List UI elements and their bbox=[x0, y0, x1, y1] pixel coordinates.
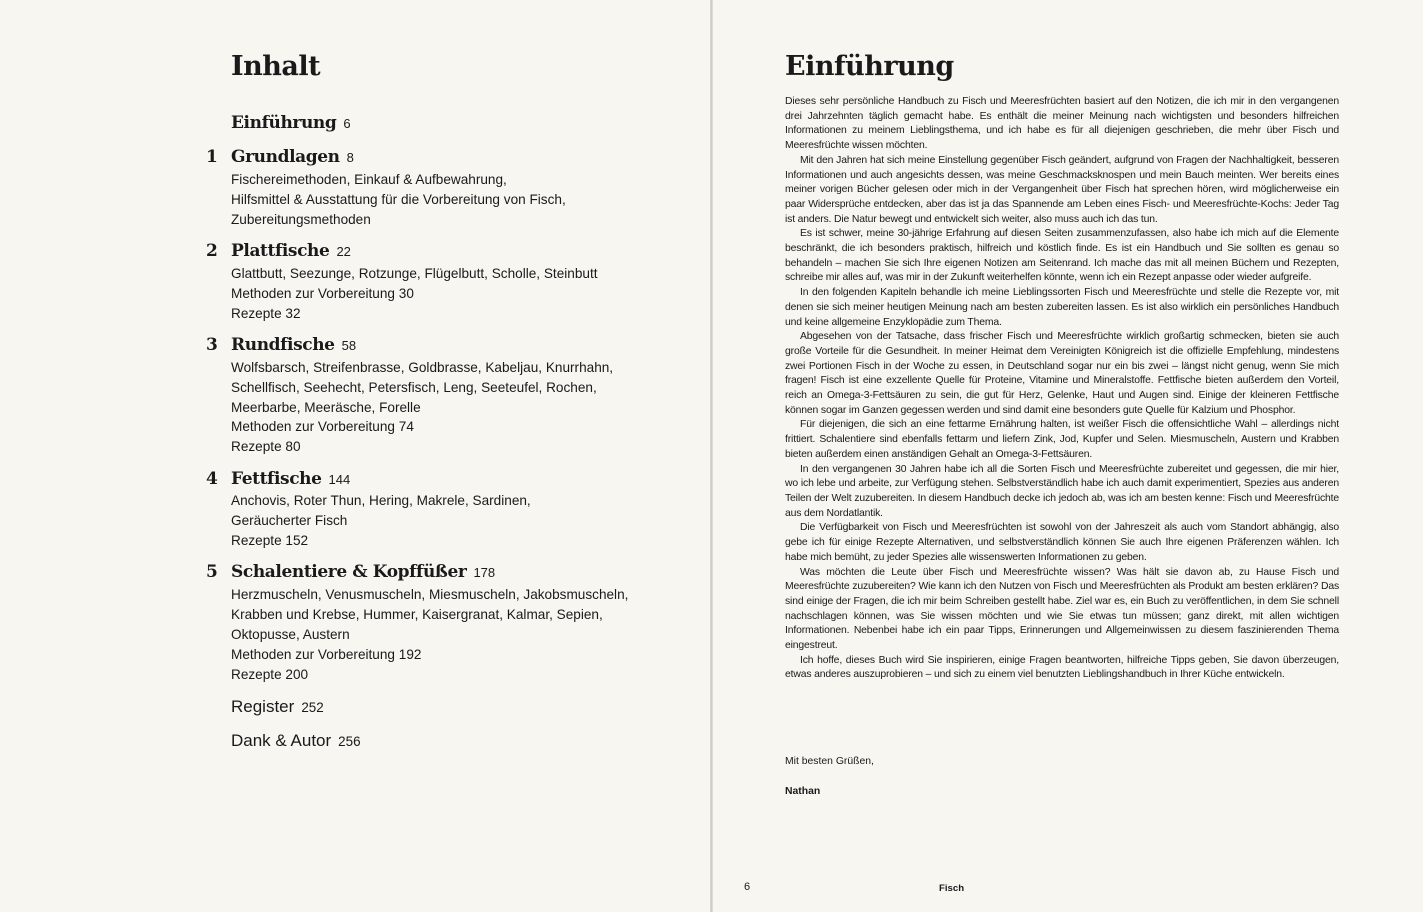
chapter-page: 8 bbox=[346, 150, 354, 165]
chapter-page: 178 bbox=[473, 565, 496, 580]
closing-greeting: Mit besten Grüßen, bbox=[785, 756, 874, 767]
chapter-subline: Rezepte 200 bbox=[231, 667, 309, 682]
intro-paragraph: Ich hoffe, dieses Buch wird Sie inspirieren, einige Fragen beantworten, hilfreiche Tipps geben, Sie davon überzeugen, etwas anderes auszuprobieren – und sich zu einem viel benutzten Lieblingshandbuch in Ihrer Küche entwickeln. bbox=[785, 654, 1339, 681]
chapter-subline: Zubereitungsmethoden bbox=[231, 212, 371, 227]
chapter-title: Plattfische bbox=[231, 241, 330, 261]
chapter-subline: Anchovis, Roter Thun, Hering, Makrele, Sardinen, bbox=[231, 493, 531, 508]
chapter-title-line bbox=[231, 147, 354, 167]
chapter-page: 22 bbox=[336, 244, 351, 259]
toc-entry-dank[interactable] bbox=[231, 731, 361, 751]
chapter-title: Rundfische bbox=[231, 335, 335, 355]
running-footer-title: Fisch bbox=[939, 883, 965, 894]
intro-body bbox=[785, 95, 1339, 683]
chapter-title: Grundlagen bbox=[231, 147, 340, 167]
chapter-subline: Methoden zur Vorbereitung 192 bbox=[231, 647, 422, 662]
toc-entry-register[interactable] bbox=[231, 697, 324, 717]
chapter-subline: Wolfsbarsch, Streifenbrasse, Goldbrasse, Kabeljau, Knurrhahn, bbox=[231, 360, 614, 375]
chapter-subline: Herzmuscheln, Venusmuscheln, Miesmuscheln, Jakobsmuscheln, bbox=[231, 587, 629, 602]
intro-paragraph: Abgesehen von der Tatsache, dass frischer Fisch und Meeresfrüchte wirklich großartig schmecken, bieten sie auch große Vorteile für die Gesundheit. In meiner Heimat dem Vereinigten Königreich ist die offizielle Empfehlung, mindestens zwei Portionen Fisch in der Woche zu essen, in Deutschland sogar nur ein bis zwei – längst nicht genug, wenn Sie mich fragen! Fisch ist eine exzellente Quelle für Proteine, Vitamine und Mineralstoffe. Fettfische bieten außerdem den Vorteil, reich an Omega-3-Fettsäuren zu sein, die gut für Herz, Gelenke, Haut und Augen sind. Einige der kleineren Fettfische können sogar im Ganzen gegessen werden und sind damit eine besonders gute Quelle für Kalzium und Phosphor. bbox=[785, 331, 1339, 416]
chapter-page: 58 bbox=[341, 338, 357, 353]
dank-title: Dank & Autor bbox=[231, 731, 332, 750]
chapter-subline: Methoden zur Vorbereitung 30 bbox=[231, 286, 414, 301]
intro-paragraph: Für diejenigen, die sich an eine fettarme Ernährung halten, ist weißer Fisch die offensichtliche Wahl – allerdings nicht frittiert. Schalentiere sind ebenfalls fettarm und liefern Zink, Jod, Kupfer und Selen. Miesmuscheln, Austern und Krabben bieten außerdem einen anständigen Gehalt an Omega-3-Fettsäuren. bbox=[785, 419, 1339, 460]
chapter-title-line bbox=[231, 241, 351, 261]
chapter-subline: Meerbarbe, Meeräsche, Forelle bbox=[231, 400, 421, 415]
toc-intro-page: 6 bbox=[343, 116, 351, 131]
right-page-introduction bbox=[713, 0, 1423, 912]
chapter-subline: Geräucherter Fisch bbox=[231, 513, 348, 528]
chapter-title-line bbox=[231, 469, 350, 489]
intro-paragraph: In den vergangenen 30 Jahren habe ich all die Sorten Fisch und Meeresfrüchte zubereitet und gegessen, die mir hier, wo ich lebe und arbeite, zur Verfügung stehen. Selbstverständlich habe ich auch damit experimentiert, Spezies aus anderen Teilen der Welt zuzubereiten. In diesem Handbuch decke ich jedoch ab, was ich am besten kenne: Fisch und Meeresfrüchte aus dem Nordatlantik. bbox=[785, 463, 1339, 519]
chapter-subline: Glattbutt, Seezunge, Rotzunge, Flügelbutt, Scholle, Steinbutt bbox=[231, 266, 598, 281]
intro-paragraph: Was möchten die Leute über Fisch und Meeresfrüchte wissen? Was hält sie davon ab, zu Hause Fisch und Meeresfrüchte zuzubereiten? Wie kann ich den Nutzen von Fisch und Meeresfrüchten als Produkt am besten erklären? Das sind einige der Fragen, die ich mir beim Schreiben gestellt habe. Ziel war es, ein Buch zu veröffentlichen, in dem Sie schnell nachschlagen können, was Sie wissen möchten und wie Sie etwas tun müssen; ganz direkt, mit allen wichtigen Informationen. Nebenbei habe ich ein paar Tipps, Erinnerungen und Allgemeinwissen zu diesem faszinierenden Thema eingestreut. bbox=[785, 566, 1339, 652]
intro-title: Einführung bbox=[785, 51, 954, 82]
intro-paragraph: Dieses sehr persönliche Handbuch zu Fisch und Meeresfrüchten basiert auf den Notizen, die ich mir in den vergangenen drei Jahrzehnten täglich gemacht habe. Es enthält die meiner Meinung nach wichtigsten und besonders hilfreichen Informationen zu meinem Lieblingsthema, und ich habe es für all diejenigen geschrieben, die mehr über Fisch und Meeresfrüchte wissen möchten. bbox=[785, 96, 1339, 152]
chapter-subline: Oktopusse, Austern bbox=[231, 627, 350, 642]
chapter-number: 5 bbox=[206, 562, 218, 582]
intro-paragraph: In den folgenden Kapiteln behandle ich meine Lieblingssorten Fisch und Meeresfrüchte und stelle die Rezepte vor, mit denen sie sich meiner heutigen Meinung nach am besten zubereiten lassen. Es ist also wirklich ein persönliches Handbuch und keine allgemeine Enzyklopädie zum Thema. bbox=[785, 287, 1339, 328]
chapter-number: 2 bbox=[206, 241, 218, 261]
chapter-title-line bbox=[231, 335, 356, 355]
chapter-subline: Schellfisch, Seehecht, Petersfisch, Leng, Seeteufel, Rochen, bbox=[231, 380, 597, 395]
chapter-number: 4 bbox=[206, 469, 218, 489]
toc-intro-title: Einführung bbox=[231, 113, 337, 133]
toc-title: Inhalt bbox=[231, 51, 321, 82]
chapter-subline: Krabben und Krebse, Hummer, Kaisergranat, Kalmar, Sepien, bbox=[231, 607, 603, 622]
intro-paragraph: Es ist schwer, meine 30-jährige Erfahrung auf diesen Seiten zusammenzufassen, also habe ich mich auf die Elemente beschränkt, die ich besonders praktisch, hilfreich und köstlich finde. Es ist ein Handbuch und Sie sollten es genau so behandeln – machen Sie sich Ihre eigenen Notizen am Seitenrand. Ich mache das mit all meinen Büchern und Rezepten, schreibe mir alles auf, was mir in der Zukunft weiterhelfen könnte, wenn ich ein Rezept anpasse oder wieder aufgreife. bbox=[785, 228, 1339, 284]
chapter-subline: Rezepte 152 bbox=[231, 533, 309, 548]
left-page-toc bbox=[0, 0, 711, 912]
chapter-page: 144 bbox=[328, 472, 351, 487]
chapter-number: 3 bbox=[206, 335, 218, 355]
toc-entry-intro[interactable] bbox=[231, 113, 351, 133]
chapter-subline: Fischereimethoden, Einkauf & Aufbewahrung, bbox=[231, 172, 507, 187]
chapter-title-line bbox=[231, 562, 495, 582]
register-page: 252 bbox=[301, 700, 324, 715]
dank-page: 256 bbox=[338, 734, 361, 749]
author-signature: Nathan bbox=[785, 786, 821, 797]
register-title: Register bbox=[231, 697, 295, 716]
chapter-title: Schalentiere & Kopffüßer bbox=[231, 562, 467, 582]
intro-paragraph: Mit den Jahren hat sich meine Einstellung gegenüber Fisch geändert, aufgrund von Fragen der Nachhaltigkeit, besseren Informationen und auch angesichts dessen, was meine Geschmacksknospen und mein Bauch meinten. Wer bereits eines meiner vorigen Bücher gelesen oder mich in der Vergangenheit über Fisch hat sprechen hören, wird möglicherweise ein paar Widersprüche entdecken, aber das ist ja das Spannende am Leben eines Fisch- und Meeresfrüchte-Kochs: Jeder Tag ist anders. Die Natur bewegt und entwickelt sich weiter, also muss auch ich das tun. bbox=[785, 154, 1339, 225]
chapter-subline: Methoden zur Vorbereitung 74 bbox=[231, 419, 414, 434]
page-number: 6 bbox=[744, 881, 751, 893]
chapter-subline: Rezepte 80 bbox=[231, 439, 301, 454]
chapter-subline: Hilfsmittel & Ausstattung für die Vorbereitung von Fisch, bbox=[231, 192, 566, 207]
intro-paragraph: Die Verfügbarkeit von Fisch und Meeresfrüchten ist sowohl von der Jahreszeit als auch vom Standort abhängig, also gebe ich für einige Rezepte Alternativen, und selbstverständlich können Sie auch Ihre eigenen Präferenzen wählen. Ich habe mich bemüht, zu jeder Spezies alle wissenswerten Informationen zu geben. bbox=[785, 522, 1339, 563]
chapter-subline: Rezepte 32 bbox=[231, 306, 301, 321]
chapter-title: Fettfische bbox=[231, 469, 322, 489]
chapter-number: 1 bbox=[206, 147, 218, 167]
